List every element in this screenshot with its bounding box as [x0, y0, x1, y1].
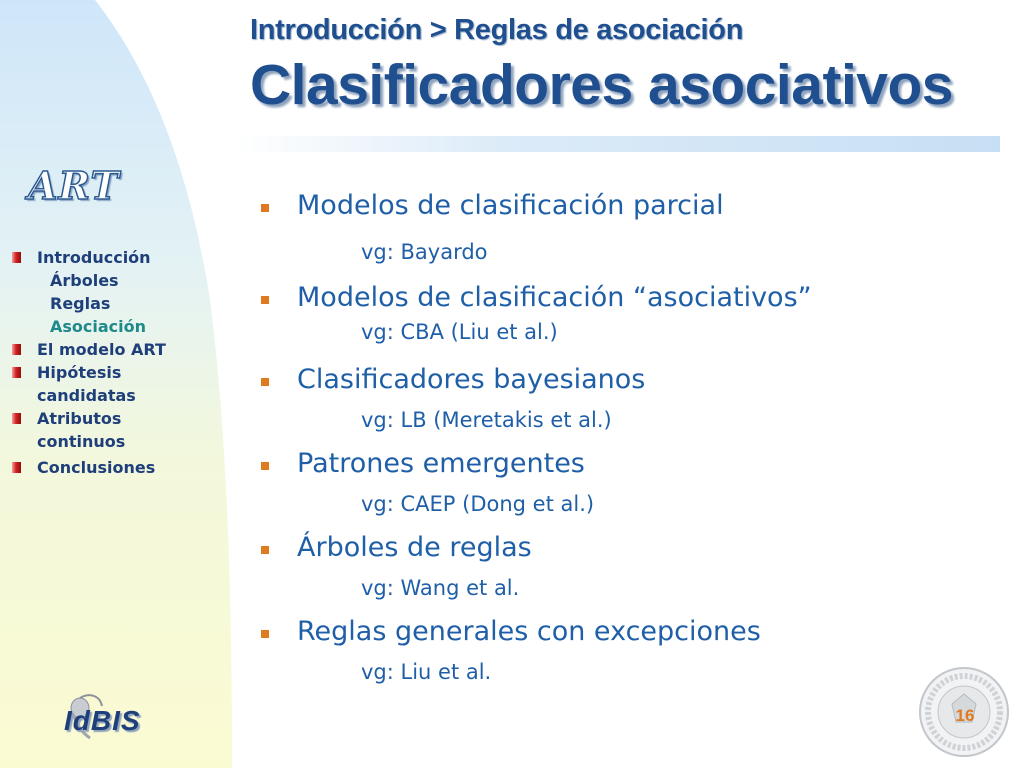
bullet-example: vg: LB (Meretakis et al.)	[361, 408, 612, 432]
list-item	[256, 360, 996, 434]
square-bullet-icon	[261, 630, 269, 638]
nav-bullet-icon	[12, 462, 21, 473]
header-divider-bar	[235, 136, 1000, 152]
list-item	[256, 612, 996, 686]
art-logo: ART	[28, 163, 120, 208]
bullet-example: vg: Bayardo	[361, 240, 488, 264]
sidebar-item-label: Hipótesis candidatas	[37, 363, 136, 405]
sidebar-item-atributos-continuos[interactable]	[12, 407, 157, 453]
square-bullet-icon	[261, 546, 269, 554]
bullet-example: vg: CAEP (Dong et al.)	[361, 492, 595, 516]
sidebar-item-arboles[interactable]	[12, 269, 232, 292]
sidebar-item-hipotesis-candidatas[interactable]	[12, 361, 167, 407]
slide-title: Clasificadores asociativos	[250, 53, 954, 117]
sidebar-item-label: Reglas	[50, 294, 111, 313]
ibis-logo-text: IdBIS	[64, 705, 141, 736]
sidebar-item-conclusiones[interactable]	[12, 456, 232, 479]
list-item	[256, 528, 996, 602]
bullet-example: vg: Wang et al.	[361, 576, 520, 600]
sidebar-item-label: Atributos continuos	[37, 409, 126, 451]
bullet-example: vg: Liu et al.	[361, 660, 492, 684]
square-bullet-icon	[261, 462, 269, 470]
nav-bullet-icon	[12, 344, 21, 355]
sidebar-item-reglas[interactable]	[12, 292, 232, 315]
bullet-text: Reglas generales con excepciones	[297, 616, 761, 647]
sidebar-item-introduccion[interactable]	[12, 246, 232, 269]
bullet-text: Modelos de clasificación “asociativos”	[297, 282, 812, 313]
nav-bullet-icon	[12, 413, 21, 424]
bullet-list	[256, 186, 996, 686]
bullet-text: Modelos de clasificación parcial	[297, 190, 724, 221]
sidebar-item-label: Introducción	[37, 248, 151, 267]
sidebar-item-asociacion[interactable]	[12, 315, 232, 338]
nav-bullet-icon	[12, 252, 21, 263]
square-bullet-icon	[261, 204, 269, 212]
sidebar-item-label: Asociación	[50, 317, 147, 336]
bullet-example: vg: CBA (Liu et al.)	[361, 320, 558, 344]
nav-bullet-icon	[12, 367, 21, 378]
sidebar-nav	[12, 246, 232, 479]
sidebar-item-label: Árboles	[50, 271, 119, 290]
sidebar-item-label: Conclusiones	[37, 458, 156, 477]
bullet-text: Árboles de reglas	[297, 532, 532, 563]
sidebar-item-el-modelo-art[interactable]	[12, 338, 232, 361]
bullet-text: Clasificadores bayesianos	[297, 364, 646, 395]
square-bullet-icon	[261, 378, 269, 386]
bullet-text: Patrones emergentes	[297, 448, 585, 479]
page-number: 16	[955, 706, 975, 725]
list-item	[256, 444, 996, 518]
list-item	[256, 278, 996, 346]
list-item	[256, 186, 996, 266]
sidebar-item-label: El modelo ART	[37, 340, 166, 359]
square-bullet-icon	[261, 296, 269, 304]
breadcrumb: Introducción > Reglas de asociación	[250, 14, 744, 46]
